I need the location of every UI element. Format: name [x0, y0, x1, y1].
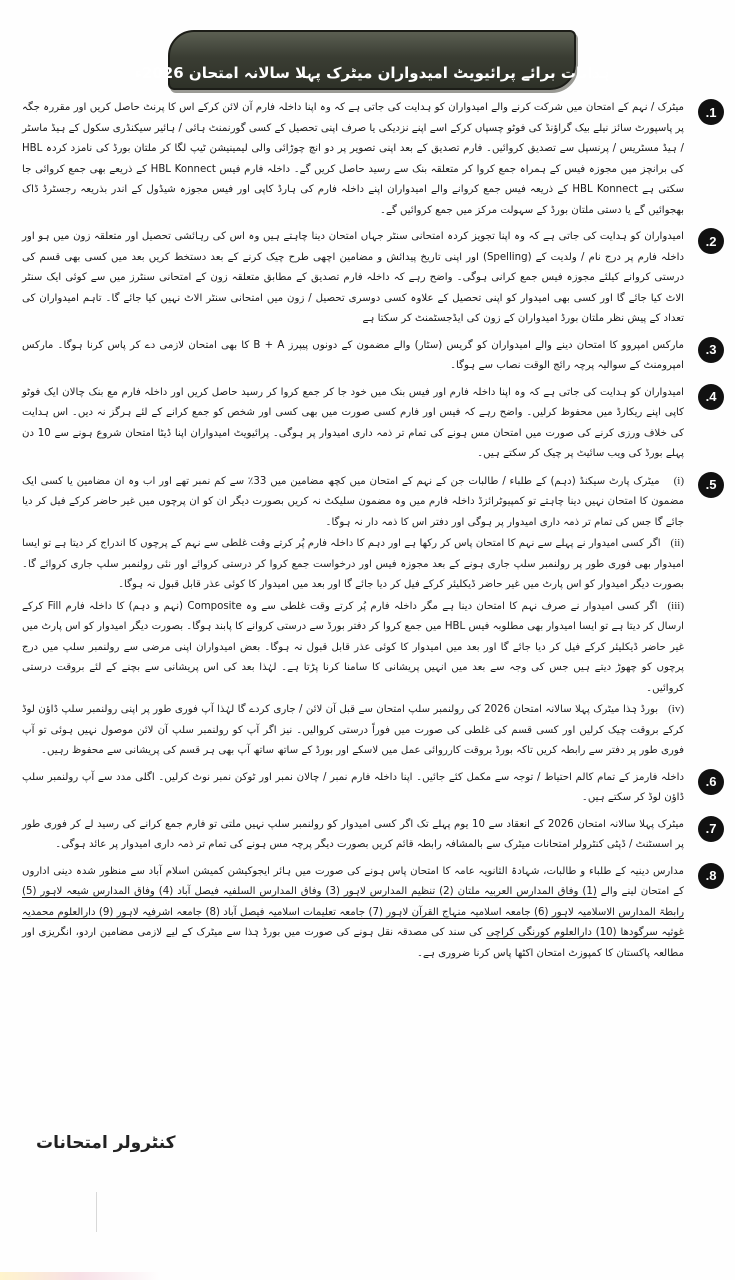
sub-instruction-iii: [22, 596, 684, 700]
number-badge: 3.: [698, 337, 724, 363]
title-banner: [134, 30, 610, 90]
instructions-list: [22, 98, 728, 970]
sub-instruction-iv: [22, 699, 684, 762]
instruction-item-8: [22, 862, 728, 965]
underlined-institutions: (1) وفاق المدارس العربیہ ملتان (2) تنظیم المدارس لاہور (3) وفاق المدارس السلفیہ فیصل آباد (4) وفاق المدارس شیعہ لاہور (5) رابطۃ المدارس الاسلامیہ لاہور (6) جامعہ اسلامیہ منہاج القرآن لاہور (7) جامعہ تعلیمات اسلامیہ فیصل آباد (8) جامعہ اشرفیہ لاہور (9) دارالعلوم محمدیہ غوثیہ سرگودھا (10) دارالعلوم کورنگی کراچی: [22, 886, 684, 938]
instruction-item-4: [22, 383, 728, 465]
number-badge: 2.: [698, 228, 724, 254]
instruction-item-5: [22, 471, 728, 762]
instruction-text: میٹرک پہلا سالانہ امتحان 2026 کے انعقاد سے 10 یوم پہلے تک اگر کسی امیدوار کو رولنمبر سلپ نہیں ملتی تو فارم جمع کرانے کی رسید لے کر فوری طور پر اسسٹنٹ / ڈپٹی کنٹرولر امتحانات میٹرک سے بالمشافہ رابطہ قائم کریں بصورت دیگر پرچہ مس ہونے کی تمام تر ذمہ داری امیدوار پر عائد ہوگی۔: [22, 818, 685, 850]
instruction-text: امیدواران کو ہدایت کی جاتی ہے کہ وہ اپنا داخلہ فارم اور فیس بنک میں خود جا کر جمع کروا کر رسید حاصل کریں اور داخلہ فارم مع بنک چالان ایک فوٹو کاپی اپنے ریکارڈ میں محفوظ کرلیں۔ واضح رہے کہ فیس اور فارم کسی صورت میں بھی کسی اور شخص کو جمع کرانے کے لئے ہرگز نہ دیں۔ اس ہدایت کی خلاف ورزی کرنے کی صورت میں امتحان مس ہونے کی تمام تر ذمہ داری امیدوار پر ہوگی۔ پرائیویٹ امیدواران اپنا ڈیٹا امتحان شروع ہونے سے 10 دن پہلے بورڈ کی ویب سائیٹ پر چیک کر سکتے ہیں۔: [22, 386, 684, 459]
sub-instruction-ii: [22, 533, 684, 596]
scan-mark: [96, 1192, 97, 1232]
instruction-item-3: [22, 336, 728, 377]
instruction-text: [22, 862, 684, 965]
scan-edge-tint: [0, 1272, 160, 1280]
instruction-item-2: [22, 227, 728, 330]
instruction-item-7: [22, 815, 728, 856]
instruction-item-1: [22, 98, 728, 221]
instruction-item-6: [22, 768, 728, 809]
text-after: کی سند کی مصدقہ نقل ہونے کی صورت میں بورڈ ہٰذا سے میٹرک کے لیے لازمی مضامین اردو، انگریزی اور مطالعہ پاکستان کا کمپوزٹ امتحان اکٹھا پاس کرنا ضروری ہے۔: [22, 927, 684, 959]
signature: کنٹرولر امتحانات: [36, 1133, 176, 1153]
sub-instruction-i: [22, 471, 684, 534]
instruction-text: امیدواران کو ہدایت کی جاتی ہے کہ وہ اپنا تجویز کردہ امتحانی سنٹر جہاں امتحان دینا چاہتے ہیں وہ اس کی رہائشی تحصیل اور متعلقہ زون میں ہو اور داخلہ فارم پر درج نام / ولدیت کے (Spelling) اور اپنی تاریخ پیدائش و مضامین اچھی طرح چیک کرنے کے بعد دستخط کریں بعد میں کسی بھی قسم کی درستی کروانے کیلئے مجوزہ فیس جمع کرانی ہوگی۔ واضح رہے کہ داخلہ فارم تصدیق کے مطابق متعلقہ زون کے امتحانی سنٹرز میں سے کوئی ایک سنٹر الاٹ کیا جائے گا اور کسی بھی امیدوار کو اپنی تحصیل کے علاوہ کسی دوسری تحصیل / زون میں امتحانی سنٹر الاٹ نہیں کیا جائے گا۔ تاہم امیدواران کی تعداد کے پیش نظر ملتان بورڈ امیدواران کے زون کی ایڈجسٹمنٹ کر سکتا ہے: [22, 231, 684, 324]
sub-instruction-text: اگر کسی امیدوار نے صرف نہم کا امتحان دینا ہے مگر داخلہ فارم پُر کرتے وقت غلطی سے وہ Composite (نہم و دہم) کا داخلہ فارم Fill کرکے ارسال کر دیتا ہے تو ایسا امیدوار بھی مطلوبہ فیس HBL میں جمع کروا کر دفتر بورڈ سے درستی کروانے کا پابند ہوگا۔ بصورت دیگر امیدوار کو اس پارٹ میں غیر حاضر ڈیکلیئر کرکے فیل کر دیا جائے گا اور بعد میں امیدوار کا کوئی عذر قابل قبول نہ ہوگا۔ بعض امیدواران اپنی مرضی سے رولنمبر سلپ میں درج پرچوں کو چھوڑ دیتے ہیں جس کی وجہ سے بعد میں انہیں پریشانی کا سامنا کرنا پڑتا ہے۔ لہٰذا بعد کی اس پریشانی سے بچنے کے لئے بروقت درستی کروائیں۔: [22, 600, 684, 694]
number-badge: 6.: [698, 769, 724, 795]
instruction-text: میٹرک / نہم کے امتحان میں شرکت کرنے والے امیدواران کو ہدایت کی جاتی ہے کہ وہ اپنا داخلہ فارم آن لائن کرکے اس کا پرنٹ حاصل کریں اور مقررہ جگہ پر پاسپورٹ سائز نیلے بیک گراؤنڈ کی فوٹو چسپاں کرکے اسے اپنے نزدیکی یا صرف اپنی تحصیل کے کسی گورنمنٹ ہائی / ہائیر سیکنڈری سکول کے ہیڈ ماسٹر / ہیڈ مسٹریس / پرنسپل سے تصدیق کروائیں۔ فارم تصدیق کے بعد اپنی تصویر پر دو انچ چوڑائی والی لیمینیشن ٹیپ لگا کر ملتان بورڈ کی نامزد کردہ HBL کی برانچز میں مجوزہ فیس کے ہمراہ جمع کروا کر متعلقہ بنک سے رسید حاصل کریں گے۔ داخلہ فارم فیس HBL Konnect کے ذریعے بھی جمع کروائی جا سکتی ہے HBL Konnect کے ذریعہ فیس جمع کروانے والے امیدواران اپنے داخلہ فارم کی ہارڈ کاپی اور فیس مجوزہ شیڈول کے اندر بذریعہ رجسٹرڈ ڈاک بھجوائیں گے یا دستی ملتان بورڈ کے سہولت مرکز میں جمع کروائیں گے۔: [22, 102, 684, 216]
sub-label: (i): [673, 474, 684, 487]
number-badge: 1.: [698, 99, 724, 125]
sub-label: (iii): [667, 599, 684, 612]
text-before: مدارس دینیہ کے طلباء و طالبات، شہادۃ الثانویہ عامہ کا امتحان پاس ہونے کی صورت میں ہائر ایجوکیشن کمیشن اسلام آباد سے منظور شدہ دینی اداروں کے امتحان لینے والے: [22, 865, 684, 897]
number-badge: 8.: [698, 863, 724, 889]
sub-instruction-text: اگر کسی امیدوار نے پہلے سے نہم کا امتحان پاس کر رکھا ہے اور دہم کا داخلہ فارم پُر کرتے وقت غلطی سے نہم کے پرچوں کا اندراج کر دیتا ہے تو ایسا امیدوار بھی فوری طور پر رولنمبر سلپ جاری ہونے کے بعد مجوزہ فیس اور درخواست جمع کروا کر درستی کروائے اور نئی رولنمبر سلپ جاری کروائے گا۔ بصورت دیگر امیدوار کو اس پارٹ میں غیر حاضر ڈیکلیئر کرکے فیل کر دیا جائے گا اور بعد میں امیدوار کا کوئی عذر قابل قبول نہ ہوگا۔: [22, 538, 684, 590]
document-title: ہدایات برائے پرائیویٹ امیدواران میٹرک پہلا سالانہ امتحان 2026ء: [134, 64, 610, 82]
number-badge: 7.: [698, 816, 724, 842]
instruction-text: داخلہ فارمز کے تمام کالم احتیاط / توجہ سے مکمل کئے جائیں۔ اپنا داخلہ فارم نمبر / چالان نمبر اور ٹوکن نمبر نوٹ کرلیں۔ اگلی مدد سے آپ رولنمبر سلپ ڈاؤن لوڈ کر سکتے ہیں۔: [22, 771, 684, 803]
sub-instruction-text: بورڈ ہٰذا میٹرک پہلا سالانہ امتحان 2026 کی رولنمبر سلپ امتحان سے قبل آن لائن / جاری کردے گا لہٰذا آپ فوری طور پر اپنی رولنمبر سلپ ڈاؤن لوڈ کرکے بروقت چیک کرلیں اور کسی قسم کی غلطی کی صورت میں فوراً درستی کروالیں۔ نیز اگر آپ کو رولنمبر سلپ آن لائن موصول نہیں ہوئی تو آپ فوری طور پر دفتر سے رابطہ کریں تاکہ بورڈ بروقت کارروائی عمل میں لاسکے اور بورڈ کے ساتھ ساتھ آپ بھی ہر قسم کی پریشانی سے محفوظ رہیں۔: [22, 704, 684, 756]
sub-label: (iv): [668, 703, 684, 715]
number-badge: 4.: [698, 384, 724, 410]
instruction-text: مارکس امپروو کا امتحان دینے والے امیدواران کو گریس (سٹار) والے مضمون کے دونوں پیپرز B + A کا بھی امتحان لازمی دے کر پاس کرنا ہوگا۔ مارکس امپرومنٹ کے سوالیہ پرچہ رائج الوقت نصاب سے ہوگا۔: [22, 339, 684, 371]
sub-label: (ii): [670, 537, 684, 549]
sub-instruction-text: میٹرک پارٹ سیکنڈ (دہم) کے طلباء / طالبات جن کے نہم کے امتحان میں کچھ مضامین میں 33٪ سے کم نمبر تھے اور اب وہ ان مضامین یا کسی ایک مضمون کا امتحان نہیں دینا چاہتے تو کمپیوٹرائزڈ داخلہ فارم میں وہ مضمون سلیکٹ نہ کریں بصورت دیگر ان کو ان پرچوں میں غیر حاضر کرکے فیل کر دیا جائے گا جس کی تمام تر ذمہ داری امیدوار پر ہوگی اور دفتر اس کا ذمہ دار نہ ہوگا۔: [22, 475, 684, 528]
number-badge: 5.: [698, 472, 724, 498]
